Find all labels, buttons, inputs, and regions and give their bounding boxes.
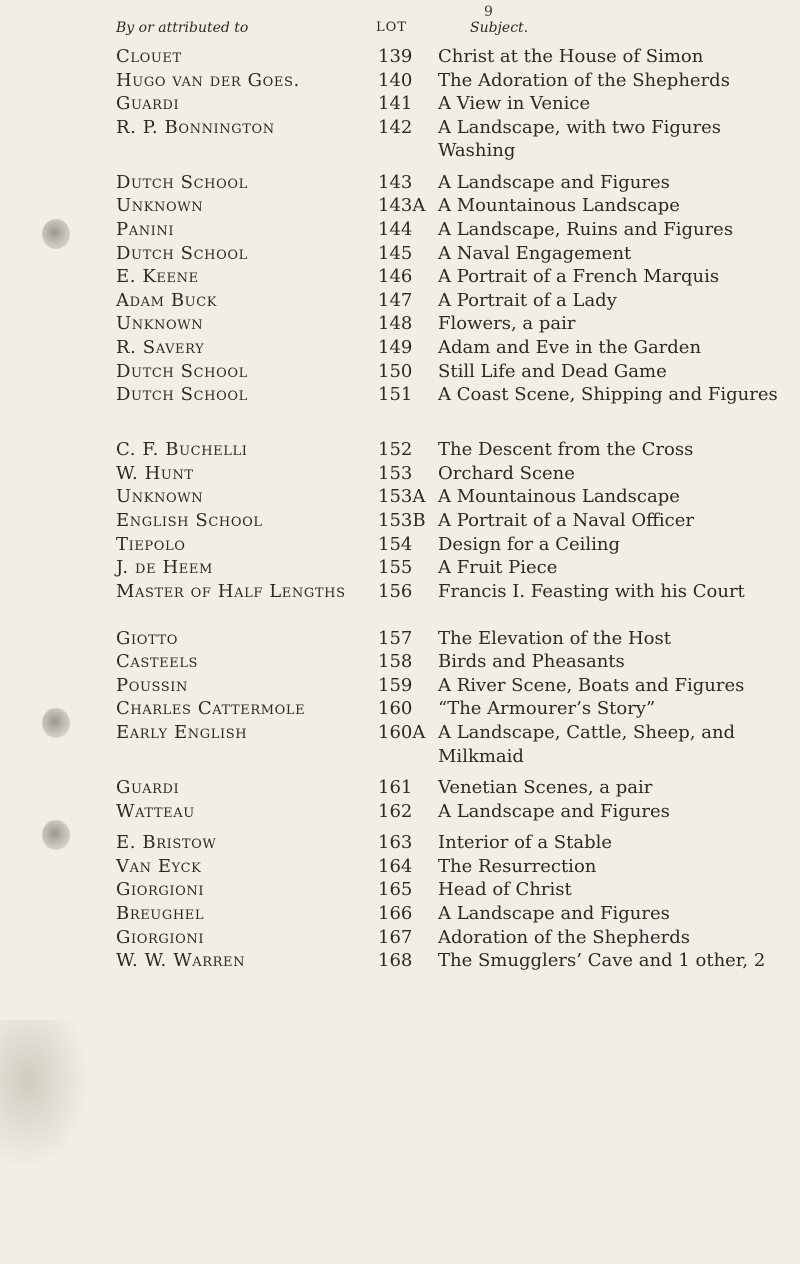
lot-number: 147 [378,289,413,311]
artist-name: Unknown [116,313,204,335]
lot-number: 154 [378,533,413,555]
lot-number: 156 [378,580,413,602]
artist-name: J. de Heem [116,557,213,579]
subject-title: A Landscape, Ruins and Figures [438,218,734,240]
catalogue-row [0,926,800,950]
lot-number: 157 [378,627,413,649]
catalogue-row [0,360,800,384]
subject-title: The Elevation of the Host [438,627,671,649]
lot-number: 149 [378,336,413,358]
artist-name: English School [116,509,263,531]
catalogue-row [0,800,800,824]
artist-name: E. Keene [116,266,199,288]
lot-number: 160 [378,698,413,720]
artist-name: Dutch School [116,360,248,382]
catalogue-row [0,218,800,242]
lot-number: 150 [378,360,413,382]
subject-title: A Naval Engagement [438,242,632,264]
subject-title: A Portrait of a Naval Officer [438,509,694,531]
subject-title: A Portrait of a French Marquis [438,266,720,288]
artist-name: Giorgioni [116,879,205,901]
header-subject: Subject. [470,20,529,36]
catalogue-row [0,721,800,768]
lot-number: 167 [378,926,413,948]
subject-title: Venetian Scenes, a pair [438,777,653,799]
catalogue-row [0,312,800,336]
subject-title: A Portrait of a Lady [438,289,617,311]
lot-number: 166 [378,903,413,925]
artist-name: Tiepolo [116,533,186,555]
lot-number: 165 [378,879,413,901]
lot-number: 146 [378,266,413,288]
subject-title: The Smugglers’ Cave and 1 other, 2 [438,950,766,972]
artist-name: Guardi [116,777,180,799]
artist-name: W. Hunt [116,462,194,484]
artist-name: C. F. Buchelli [116,439,248,461]
lot-number: 162 [378,800,413,822]
catalogue-row [0,485,800,509]
lot-number: 142 [378,116,413,138]
lot-number: 153A [378,486,426,508]
catalogue-row [0,462,800,486]
lot-number: 155 [378,557,413,579]
subject-title: Still Life and Dead Game [438,360,667,382]
catalogue-row [0,242,800,266]
lot-number: 141 [378,93,413,115]
artist-name: Dutch School [116,242,248,264]
subject-title: A Landscape, Cattle, Sheep, and Milkmaid [438,722,736,767]
catalogue-row [0,650,800,674]
artist-name: Adam Buck [116,289,218,311]
artist-name: Hugo van der Goes. [116,69,300,91]
subject-title: A Landscape, with two Figures Washing [438,116,721,162]
catalogue-row [0,289,800,313]
lot-number: 140 [378,69,413,91]
page-number: 9 [484,4,493,20]
lot-number: 153 [378,462,413,484]
artist-name: W. W. Warren [116,950,246,972]
artist-name: Dutch School [116,171,248,193]
header-lot: LOT [376,20,407,35]
artist-name: Giorgioni [116,926,205,948]
subject-title: A Mountainous Landscape [438,195,680,217]
subject-title: Adam and Eve in the Garden [438,336,702,358]
subject-title: Christ at the House of Simon [438,46,704,67]
catalogue-row [0,949,800,973]
lot-number: 145 [378,242,413,264]
lot-number: 139 [378,46,413,67]
subject-title: A Landscape and Figures [438,800,670,822]
artist-name: Early English [116,722,248,744]
subject-title: A Landscape and Figures [438,903,670,925]
subject-title: The Descent from the Cross [438,439,694,461]
lot-number: 143 [378,171,413,193]
artist-name: Dutch School [116,384,248,406]
subject-title: The Resurrection [438,855,597,877]
catalogue-row [0,45,800,69]
lot-number: 168 [378,950,413,972]
catalogue-row [0,92,800,116]
subject-title: Birds and Pheasants [438,651,625,673]
catalogue-row [0,265,800,289]
subject-title: Design for a Ceiling [438,533,621,555]
artist-name: Poussin [116,674,189,696]
artist-name: Watteau [116,800,195,822]
lot-number: 152 [378,439,413,461]
lot-number: 148 [378,313,413,335]
artist-name: Giotto [116,627,179,649]
subject-title: Francis I. Feasting with his Court [438,580,745,602]
subject-title: Adoration of the Shepherds [438,926,690,948]
artist-name: R. Savery [116,336,205,358]
catalogue-row [0,438,800,462]
catalogue-row [0,674,800,698]
artist-name: Charles Cattermole [116,698,306,720]
subject-title: Flowers, a pair [438,313,576,335]
catalogue-row [0,878,800,902]
subject-title: A Landscape and Figures [438,171,670,193]
subject-title: A Coast Scene, Shipping and Figures [438,384,778,406]
catalogue-row [0,69,800,93]
lot-number: 158 [378,651,413,673]
subject-title: A Mountainous Landscape [438,486,680,508]
artist-name: Panini [116,218,175,240]
catalogue-row [0,533,800,557]
artist-name: Casteels [116,651,199,673]
catalogue-row [0,509,800,533]
catalogue-row [0,194,800,218]
catalogue-row [0,556,800,580]
artist-name: E. Bristow [116,832,217,854]
subject-title: The Adoration of the Shepherds [438,69,730,91]
catalogue-row [0,627,800,651]
artist-name: R. P. Bonnington [116,116,275,138]
catalogue-row [0,171,800,195]
catalogue-list [0,45,800,973]
subject-title: Orchard Scene [438,462,575,484]
artist-name: Unknown [116,486,204,508]
catalogue-row [0,831,800,855]
catalogue-row [0,580,800,627]
lot-number: 151 [378,384,413,406]
lot-number: 143A [378,195,426,217]
subject-title: Head of Christ [438,879,572,901]
lot-number: 144 [378,218,413,240]
subject-title: Interior of a Stable [438,832,613,854]
catalogue-row [0,855,800,879]
catalogue-row [0,776,800,800]
subject-title: A View in Venice [438,93,591,115]
lot-number: 159 [378,674,413,696]
catalogue-row [0,697,800,721]
lot-number: 161 [378,777,413,799]
lot-number: 164 [378,855,413,877]
artist-name: Master of Half Lengths [116,580,346,602]
catalogue-row [0,383,800,430]
header-artist: By or attributed to [116,20,249,36]
artist-name: Clouet [116,46,182,67]
lot-number: 153B [378,509,426,531]
subject-title: A River Scene, Boats and Figures [438,674,745,696]
page-stain [0,1020,90,1170]
subject-title: “The Armourer’s Story” [438,698,656,720]
artist-name: Guardi [116,93,180,115]
catalogue-row [0,902,800,926]
artist-name: Breughel [116,903,205,925]
artist-name: Unknown [116,195,204,217]
lot-number: 163 [378,832,413,854]
artist-name: Van Eyck [116,855,202,877]
catalogue-row [0,116,800,163]
lot-number: 160A [378,722,426,744]
catalogue-row [0,336,800,360]
subject-title: A Fruit Piece [438,557,558,579]
